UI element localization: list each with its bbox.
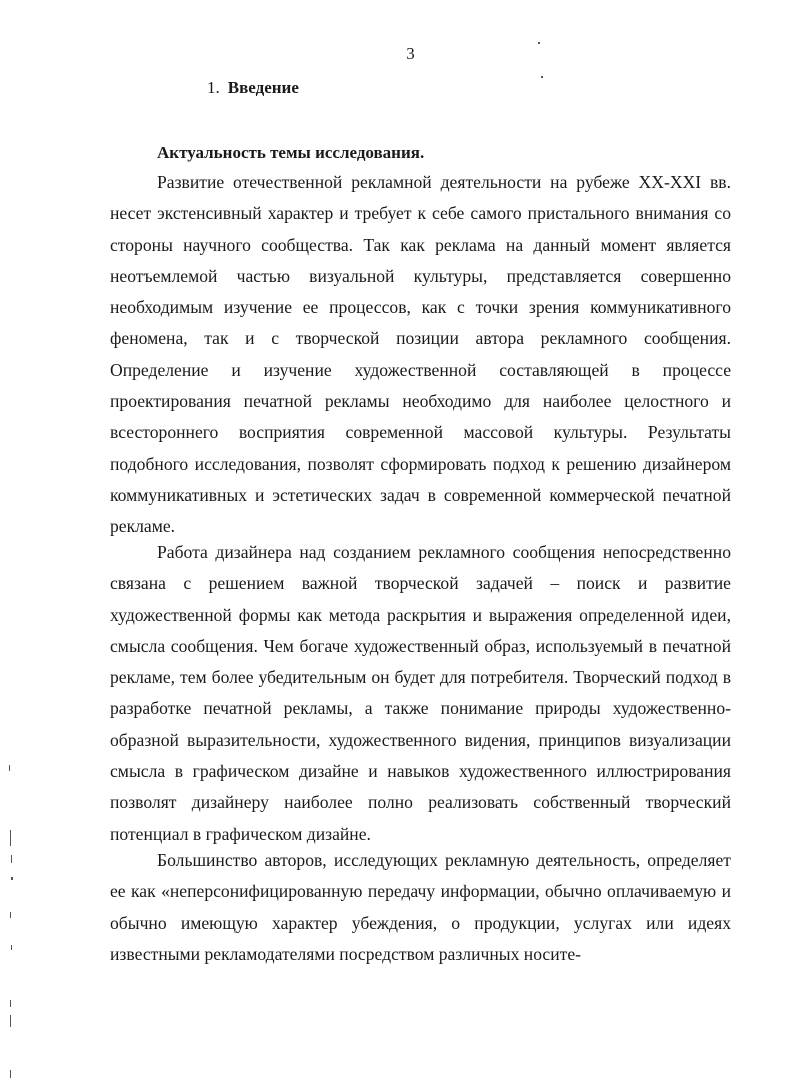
paragraph-text: Работа дизайнера над созданием рекламного сообщения непосредственно связана с решением важной творческой задачей – поиск и развитие художественной формы как метода раскрытия и выражения определенной идеи, смысла сообщения. Чем богаче художественный образ, используемый в печатной рекламе, тем более убедительным он будет для потребителя. Творческий подход в разработке печатной рекламы, а также понимание природы художественно-образной выразительности, художественного видения, принципов визуализации смысла в графическом дизайне и навыков художественного иллюстрирования позволят дизайнеру наиболее полно реализовать собственный творческий потенциал в графическом дизайне. (110, 542, 731, 844)
scan-speck (11, 877, 13, 880)
scan-speck (11, 945, 12, 950)
paragraph-text: Большинство авторов, исследующих рекламную деятельность, определяет ее как «неперсонифицированную передачу информации, обычно оплачиваемую и обычно имеющую характер убеждения, о продукции, услугах или идеях известными рекламодателями посредством различных носите- (110, 850, 731, 964)
body-paragraph-1 (110, 167, 731, 543)
section-heading (207, 78, 299, 98)
scan-speck (10, 912, 11, 918)
scan-speck (538, 42, 540, 44)
scan-speck (10, 1015, 11, 1027)
scan-speck (541, 76, 543, 78)
page-number: 3 (406, 44, 415, 63)
scan-speck (10, 830, 11, 846)
section-title: Введение (227, 78, 299, 97)
scan-speck (9, 765, 10, 771)
body-paragraph-3 (110, 845, 731, 970)
paragraph-text: Развитие отечественной рекламной деятельности на рубеже XX-XXI вв. несет экстенсивный характер и требует к себе самого пристального внимания со стороны научного сообщества. Так как реклама на данный момент является неотъемлемой частью визуальной культуры, представляется совершенно необходимым изучение ее процессов, как с точки зрения коммуникативного феномена, так и с творческой позиции автора рекламного сообщения. Определение и изучение художественной составляющей в процессе проектирования печатной рекламы необходимо для наиболее целостного и всестороннего восприятия современной массовой культуры. Результаты подобного исследования, позволят сформировать подход к решению дизайнером коммуникативных и эстетических задач в современной коммерческой печатной рекламе. (110, 172, 731, 537)
body-paragraph-2 (110, 537, 731, 850)
scan-speck (11, 855, 12, 863)
section-number: 1. (207, 78, 220, 97)
scan-speck (10, 1070, 11, 1078)
subheading: Актуальность темы исследования. (157, 143, 425, 162)
scan-speck (10, 1000, 11, 1007)
